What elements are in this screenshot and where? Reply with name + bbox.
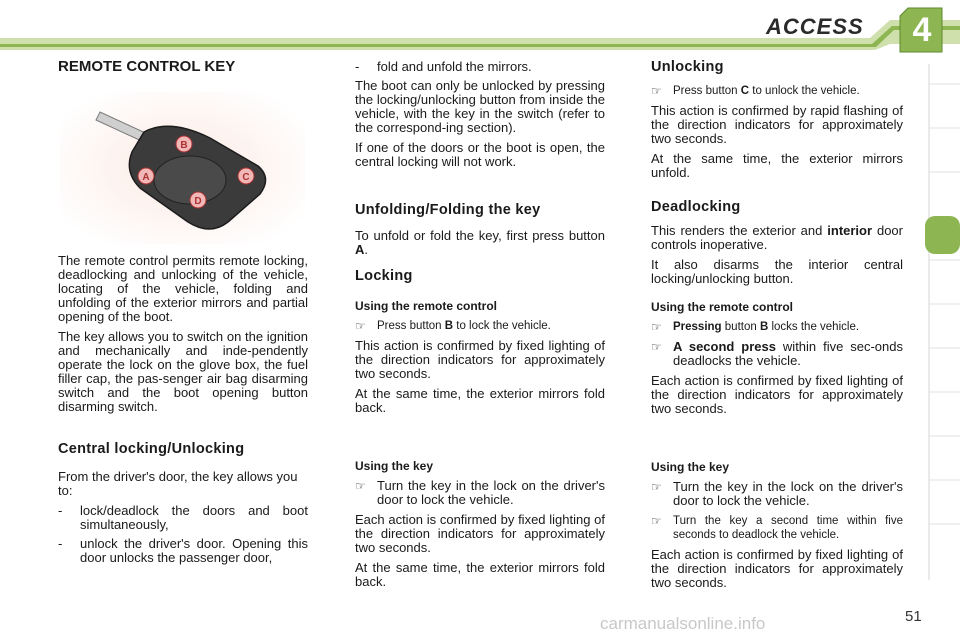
deadlock-paragraph: This renders the exterior and interior door controls inoperative. [651, 223, 903, 252]
hand-pointer-icon: ☞ [651, 480, 662, 494]
key-deadlock-confirm-paragraph: Each action is confirmed by fixed lighting of the direction indicators for approximately two seconds. [651, 547, 903, 590]
section-title-central-locking: Central locking/Unlocking [58, 441, 245, 457]
list-item: ☞ Turn the key in the lock on the driver's door to lock the vehicle. [651, 479, 903, 508]
chapter-title: ACCESS [766, 14, 864, 39]
subtitle-remote-control: Using the remote control [355, 299, 498, 313]
label-a: A [142, 172, 150, 183]
section-title-locking: Locking [355, 268, 413, 284]
lock-confirm-paragraph: This action is confirmed by fixed lighting of the direction indicators for approximately two seconds. [355, 338, 605, 381]
label-b: B [180, 140, 188, 151]
chapter-number: 4 [912, 11, 932, 49]
subtitle-using-key: Using the key [355, 459, 434, 473]
list-item: ☞ Turn the key a second time within five seconds to deadlock the vehicle. [651, 514, 903, 541]
hand-pointer-icon: ☞ [355, 479, 366, 493]
column-3 [651, 60, 903, 596]
column-2 [355, 60, 605, 595]
mirror-fold-paragraph: At the same time, the exterior mirrors fold back. [355, 386, 605, 415]
list-item: - lock/deadlock the doors and boot simultaneously, [58, 503, 308, 532]
list-item: - unlock the driver's door. Opening this door unlocks the passenger door, [58, 536, 308, 565]
label-c: C [242, 172, 250, 183]
key-functions-paragraph: The key allows you to switch on the ignition and mechanically and inde-pendently operate the lock on the glove box, the fuel filler cap, the pas-senger air bag disarming switch and the boot opening button disarming switch. [58, 329, 308, 414]
section-title-unlocking: Unlocking [651, 59, 724, 75]
boot-unlock-paragraph: The boot can only be unlocked by pressing the locking/unlocking button from inside the vehicle, with the key in the switch (refer to the correspond-ing section). [355, 78, 605, 135]
key-lock-confirm-paragraph: Each action is confirmed by fixed lighting of the direction indicators for approximately two seconds. [355, 512, 605, 555]
column-1-body [58, 254, 308, 570]
list-item: ☞ Pressing button B locks the vehicle. [651, 320, 860, 334]
list-item: ☞ Press button B to lock the vehicle. [355, 319, 551, 333]
watermark: carmanualsonline.info [600, 614, 766, 633]
mirror-unfold-paragraph: At the same time, the exterior mirrors unfold. [651, 151, 903, 180]
subtitle-using-key: Using the key [651, 460, 730, 474]
list-item: - fold and unfold the mirrors. [355, 59, 532, 74]
column-1 [58, 60, 308, 74]
list-item: ☞ Turn the key in the lock on the driver's door to lock the vehicle. [355, 478, 605, 507]
list-item: ☞ A second press within five sec-onds deadlocks the vehicle. [651, 339, 903, 368]
door-open-paragraph: If one of the doors or the boot is open, the central locking will not work. [355, 140, 605, 169]
hand-pointer-icon: ☞ [651, 514, 662, 528]
deadlock-disarm-paragraph: It also disarms the interior central locking/unlocking button. [651, 257, 903, 286]
side-chapter-tabs [925, 64, 960, 580]
subtitle-remote-control: Using the remote control [651, 300, 794, 314]
remote-key-illustration [60, 92, 305, 244]
label-d: D [194, 196, 202, 207]
central-intro: From the driver's door, the key allows you to: [58, 469, 298, 498]
section-title-deadlocking: Deadlocking [651, 199, 741, 215]
section-title-remote-control-key: REMOTE CONTROL KEY [58, 58, 236, 75]
unlock-confirm-paragraph: This action is confirmed by rapid flashing of the direction indicators for approximately two seconds. [651, 103, 903, 146]
deadlock-confirm-paragraph: Each action is confirmed by fixed lighting of the direction indicators for approximately two seconds. [651, 373, 903, 416]
active-chapter-tab [925, 216, 960, 254]
hand-pointer-icon: ☞ [651, 340, 662, 354]
unfold-paragraph: To unfold or fold the key, first press button A. [355, 228, 605, 257]
key-mirror-fold-paragraph: At the same time, the exterior mirrors fold back. [355, 560, 605, 589]
hand-pointer-icon: ☞ [355, 319, 366, 333]
tab-divider [929, 84, 960, 524]
hand-pointer-icon: ☞ [651, 320, 662, 334]
intro-paragraph: The remote control permits remote locking, deadlocking and unlocking of the vehicle, locating of the vehicle, folding and unfolding of the exterior mirrors and partial opening of the boot. [58, 253, 308, 324]
section-title-unfolding: Unfolding/Folding the key [355, 202, 541, 218]
hand-pointer-icon: ☞ [651, 84, 662, 98]
page-number: 51 [905, 608, 922, 625]
list-item: ☞ Press button C to unlock the vehicle. [651, 84, 860, 98]
